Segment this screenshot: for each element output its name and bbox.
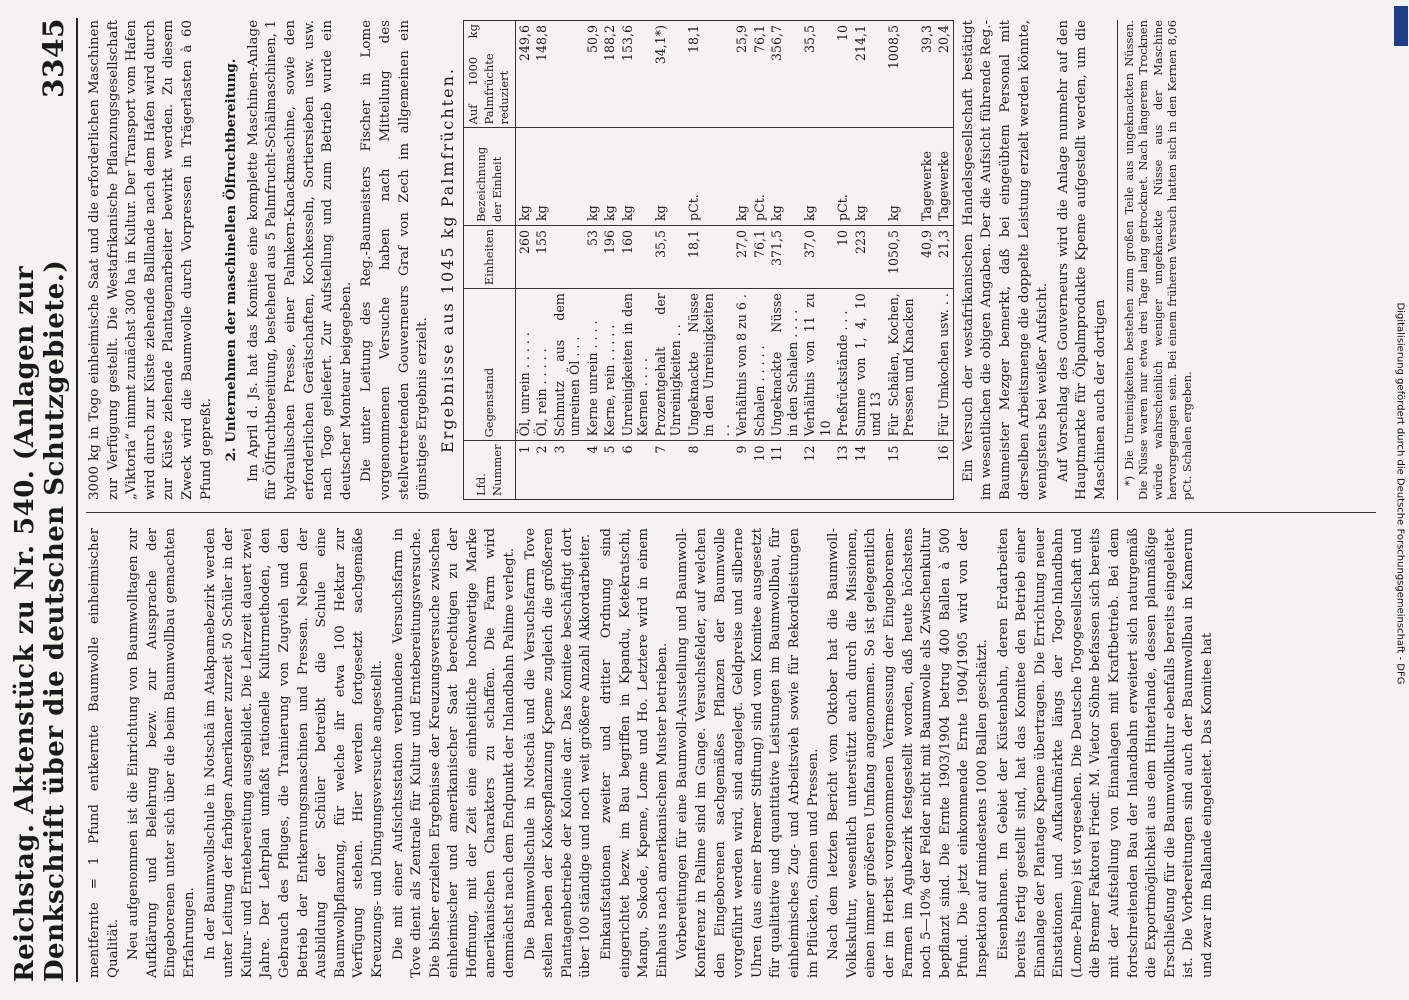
cell-no: 8	[685, 441, 734, 500]
cell-per1000: 356,7	[768, 21, 801, 128]
cell-no: 14	[852, 441, 885, 500]
cell-no: 3	[551, 441, 584, 500]
cell-no: 6	[619, 441, 652, 500]
cell-item: Ungeknackte Nüsse in den Schalen . . . .	[768, 289, 801, 441]
cell-units: 260	[515, 225, 533, 288]
cell-unit: pCt.	[685, 128, 734, 226]
page-number: 3345	[37, 18, 70, 98]
paragraph: Im April d. Js. hat das Komitee eine komplette Maschinen-Anlage für Ölfruchtbereitung, bestehend aus 5 Palmfrucht-Schälmaschinen, 1 hydraulischen Presse, einer Palmkern-Knackmaschine, sowie den erforderlichen Gerätschaften, Kochkesseln, Sortiersieben usw. usw. nach Togo geliefert. Zur Aufstellung und zum Betrieb wurde ein deutscher Monteur beigegeben.	[245, 20, 354, 500]
table-row	[685, 21, 734, 500]
table-caption: Ergebnisse aus 1045 kg Palmfrüchten.	[437, 67, 457, 453]
table-row	[801, 21, 834, 500]
cell-units: 1050,5	[885, 225, 918, 288]
header-units: Einheiten	[464, 225, 516, 288]
cell-units: 40,9	[918, 225, 936, 288]
table-row	[515, 21, 533, 500]
digitization-credit	[1395, 8, 1407, 988]
left-column	[86, 528, 1220, 978]
paragraph: Auf Vorschlag des Gouverneurs wird die Anlage nunmehr auf den Hauptmarkte für Ölpalmprodukte Kpeme aufgestellt werden, um die Maschinen auch der dortigen	[1055, 20, 1108, 500]
cell-unit	[551, 128, 584, 226]
cell-unit: kg	[619, 128, 652, 226]
cell-unit: kg	[885, 128, 918, 226]
table-body	[515, 21, 953, 500]
cell-units: 53	[584, 225, 602, 288]
cell-item: Schalen . . . . .	[751, 289, 769, 441]
cell-unit: kg	[852, 128, 885, 226]
cell-unit: pCt.	[751, 128, 769, 226]
cell-no: 16	[935, 441, 953, 500]
cell-per1000: 39,3	[918, 21, 936, 128]
paragraph: Neu aufgenommen ist die Einrichtung von Baumwolltagen zur Aufklärung und Belehrung bezw. zur Aussprache der Eingeborenen unter sich über die beim Baumwollbau gemachten Erfahrungen.	[126, 528, 197, 978]
results-table	[463, 20, 954, 500]
column-divider	[86, 512, 1376, 513]
cell-no: 7	[652, 441, 685, 500]
table-row	[551, 21, 584, 500]
cell-units: 35,5	[652, 225, 685, 288]
table-row	[584, 21, 602, 500]
page-title: Reichstag. Aktenstück zu Nr. 540. (Anlagen zur Denkschrift über die deutschen Schutzgebiete.)	[10, 259, 70, 982]
paragraph: Eisenbahnen. Im Gebiet der Küstenbahn, deren Erdarbeiten bereits fertig gestellt sind, hat das Komitee den Betrieb einer Einanlage der Plantage Kpeme übertragen. Die Errichtung neuer Einstationen und Aufkaufmärkte längs der Togo-Inlandbahn (Lome-Palime) ist vorgesehen. Die Deutsche Togogesellschaft und die Bremer Faktorei Friedr. M. Vietor Söhne befassen sich bereits mit der Aufstellung von Einanlagen mit Kraftbetrieb. Bei dem fortschreitenden Bau der Inlandbahn erweitert sich naturgemäß die Exportmöglichkeit aus dem Hinterlande, dessen planmäßige Erschließung für die Baumwollkultur ebenfalls bereits eingeleitet ist. Die Vorbereitungen sind auch der Baumwollbau in Kamerun und zwar im Ballande eingeleitet. Das Komitee hat	[995, 528, 1216, 978]
footnote	[1117, 20, 1195, 500]
cell-no: 2	[533, 441, 551, 500]
cell-per1000: 148,8	[533, 21, 551, 128]
table-row	[918, 21, 936, 500]
paragraph: Die unter Leitung des Reg.-Baumeisters Fischer in Lome vorgenommenen Versuche haben nach Mitteilung des stellvertretenden Gouverneurs Graf von Zech im allgemeinen ein günstiges Ergebnis erzielt.	[359, 20, 431, 500]
cell-per1000: 50,9	[584, 21, 602, 128]
paragraph: mentfernte = 1 Pfund entkernte Baumwolle einheimischer Qualität.	[87, 528, 121, 978]
cell-item	[918, 289, 936, 441]
table-row	[768, 21, 801, 500]
footnote-text: *) Die Unreinigkeiten bestehen zum großen Teile aus ungeknackten Nüssen. Die Nüsse waren nur etwa drei Tage lang getrocknet. Nach längerem Trocknen würde wahrscheinlich weniger ungeknackte Nüsse aus der Maschine hervorgegangen sein. Bei einem früheren Versuch hatten sich in den Kernen 8,06 pCt. Schalen ergeben.	[1121, 20, 1194, 500]
page-header	[10, 18, 78, 982]
cell-item: Für Umkochen usw. . .	[935, 289, 953, 441]
paragraph: Vorbereitungen für eine Baumwoll-Ausstellung und Baumwoll-Konferenz in Palime sind im Gange. Versuchsfelder, auf welchen den Eingeborenen sachgemäßes Pflanzen der Baumwolle vorgeführt werden wird, sind angelegt. Geldpreise und silberne Uhren (aus einer Bremer Stiftung) sind vom Komitee ausgesetzt für qualitative und quantitative Leistungen im Baumwollbau, für einheimisches Zug- und Arbeitsvieh sowie für Rekordleistungen im Pflücken, Ginnen und Pressen.	[675, 528, 821, 978]
credit-text: Digitalisierung gefördert durch die Deutsche Forschungsgemeinschaft - DFG	[1394, 302, 1406, 685]
right-column	[86, 20, 1194, 500]
cell-item: Kerne, rein . . . . .	[601, 289, 619, 441]
cell-item: Unreinigkeiten in den Kernen . . . .	[619, 289, 652, 441]
table-row	[885, 21, 918, 500]
cell-unit: kg	[652, 128, 685, 226]
cell-item: Öl, rein . . . . .	[533, 289, 551, 441]
cell-no: 12	[801, 441, 834, 500]
cell-per1000: 249,6	[515, 21, 533, 128]
cell-no	[918, 441, 936, 500]
cell-no: 15	[885, 441, 918, 500]
cell-no: 5	[601, 441, 619, 500]
cell-unit: kg	[801, 128, 834, 226]
cell-units: 37,0	[801, 225, 834, 288]
paragraph: In der Baumwollschule in Notschä im Atakpamebezirk werden unter Leitung der farbigen Amerikaner zurzeit 50 Schüler in der Kultur- und Erntebereitung ausgebildet. Die Lehrzeit dauert zwei Jahre. Der Lehrplan umfaßt rationelle Kulturmethoden, den Gebrauch des Pfluges, die Trainierung von Zugvieh und den Betrieb der Entkernungsmaschinen und Pressen. Neben der Ausbildung der Schüler betreibt die Schule eine Baumwollpflanzung, für welche ihr etwa 100 Hektar zur Verfügung stehen. Hier werden fortgesetzt sachgemäße Kreuzungs- und Düngungsversuche angestellt.	[202, 528, 385, 978]
table-row	[733, 21, 751, 500]
cell-units: 223	[852, 225, 885, 288]
cell-units: 18,1	[685, 225, 734, 288]
cell-item: Öl, unrein . . . . .	[515, 289, 533, 441]
paragraph: 3000 kg in Togo einheimische Saat und die erforderlichen Maschinen zur Verfügung gestellt. Die Westafrikanische Pflanzungsgesellschaft „Viktoria“ nimmt zunächst 300 ha in Kultur. Der Transport vom Hafen wird durch zur Küste ziehende Balllande nach dem Hafen wird durch zur Küste ziehende Plantagenarbeiter bewirkt werden. Zu diesem Zweck wird die Baumwolle durch Vorpressen in Trägerlasten à 60 Pfund gepreßt.	[87, 20, 214, 500]
cell-no: 1	[515, 441, 533, 500]
cell-units	[551, 225, 584, 288]
header-item: Gegenstand	[464, 289, 516, 441]
cell-item: Schmutz aus dem unreinen Öl . . .	[551, 289, 584, 441]
cell-per1000: 153,6	[619, 21, 652, 128]
table-row	[935, 21, 953, 500]
cell-no: 10	[751, 441, 769, 500]
cell-item: Verhältnis von 8 zu 6 .	[733, 289, 751, 441]
cell-per1000: 18,1	[685, 21, 734, 128]
cell-per1000: 35,5	[801, 21, 834, 128]
cell-per1000: 214,1	[852, 21, 885, 128]
cell-units: 76,1	[751, 225, 769, 288]
cell-per1000: 34,1*)	[652, 21, 685, 128]
table-row	[601, 21, 619, 500]
cell-item: Verhältnis von 11 zu 10	[801, 289, 834, 441]
paragraph: Die Baumwollschule in Notschä und die Versuchsfarm Tove stellen neben der Kokospflanzung Kpeme zugleich die größeren Plantagenbetriebe der Kolonie dar. Das Komitee beschäftigt dort über 100 ständige und noch weit größere Anzahl Akkordarbeiter.	[522, 528, 594, 978]
paragraph: Einkaufstationen zweiter und dritter Ordnung sind eingerichtet bezw. im Bau begriffen in Kpandu, Ketekratschi, Mangu, Sokode, Kpeme, Lome und Ho. Letztere wird in einem Einhaus nach amerikanischem Muster betrieben.	[599, 528, 670, 978]
header-no: Lfd. Nummer	[464, 441, 516, 500]
header-per1000: Auf 1000 kg Palmfrüchte reduziert	[464, 21, 516, 128]
table-row	[852, 21, 885, 500]
cell-item: Ungeknackte Nüsse in den Unreinigkeiten . .	[685, 289, 734, 441]
cell-units: 371,5	[768, 225, 801, 288]
cell-no: 4	[584, 441, 602, 500]
cell-no: 9	[733, 441, 751, 500]
table-row	[751, 21, 769, 500]
cell-item: Summe von 1, 4, 10 und 13	[852, 289, 885, 441]
cell-per1000: 25,9	[733, 21, 751, 128]
cell-unit: kg	[584, 128, 602, 226]
table-row	[619, 21, 652, 500]
cell-units: 155	[533, 225, 551, 288]
cell-units: 160	[619, 225, 652, 288]
header-unit-name: Bezeichnung der Einheit	[464, 128, 516, 226]
cell-units: 27,0	[733, 225, 751, 288]
cell-no: 11	[768, 441, 801, 500]
cell-unit: Tagewerke	[935, 128, 953, 226]
cell-no: 13	[834, 441, 852, 500]
cell-per1000: 188,2	[601, 21, 619, 128]
table-row	[652, 21, 685, 500]
table-header-row	[464, 21, 516, 500]
table-row	[834, 21, 852, 500]
paragraph: Ein Versuch der westafrikanischen Handelsgesellschaft bestätigt im wesentlichen die obigen Angaben. Der die Aufsicht führende Reg.-Baumeister Mezger bemerkt, daß bei eingeübtem Personal mit derselben Arbeitsmenge die doppelte Leistung erzielt werden könnte, wenigstens bei weißer Aufsicht.	[960, 20, 1051, 500]
cell-per1000: 20,4	[935, 21, 953, 128]
paragraph: Die mit einer Aufsichtsstation verbundene Versuchsfarm in Tove dient als Zentrale für Kultur und Erntebereitungsversuche. Die bisher erzielten Ergebnisse der Kreuzungsversuche zwischen einheimischer und amerikanischer Saat berechtigen zu der Hoffnung, mit der Zeit eine einheitliche hochwertige Marke amerikanischen Charakters zu schaffen. Die Farm wird demnächst nach dem Endpunkt der Inlandbahn Palime verlegt.	[390, 528, 518, 978]
cell-units: 196	[601, 225, 619, 288]
cell-units: 21,3	[935, 225, 953, 288]
cell-unit: kg	[601, 128, 619, 226]
paragraph: Nach dem letzten Bericht vom Oktober hat die Baumwoll-Volkskultur, wesentlich unterstützt auch durch die Missionen, einen immer größeren Umfang angenommen. So ist gelegentlich der im Herbst vorgenommenen Vermessung der Eingeborenen-Farmen im Agubezirk festgestellt worden, daß heute höchstens noch 5—10% der Felder nicht mit Baumwolle als Zwischenkultur bepflanzt sind. Die Ernte 1903/1904 betrug 400 Ballen à 500 Pfund. Die jetzt einkommende Ernte 1904/1905 wird von der Inspektion auf mindestens 1000 Ballen geschätzt.	[826, 528, 990, 978]
cell-unit: kg	[533, 128, 551, 226]
cell-per1000	[551, 21, 584, 128]
table-row	[533, 21, 551, 500]
cell-per1000: 10	[834, 21, 852, 128]
cell-unit: Tagewerke	[918, 128, 936, 226]
cell-unit: kg	[515, 128, 533, 226]
cell-item: Kerne unrein . . . .	[584, 289, 602, 441]
cell-unit: pCt.	[834, 128, 852, 226]
cell-item: Preßrückstände . . .	[834, 289, 852, 441]
cell-unit: kg	[768, 128, 801, 226]
cell-units: 10	[834, 225, 852, 288]
cell-item: Prozentgehalt der Unreinigkeiten . .	[652, 289, 685, 441]
cell-unit: kg	[733, 128, 751, 226]
cell-per1000: 1008,5	[885, 21, 918, 128]
cell-item: Für Schälen, Kochen, Pressen und Knacken	[885, 289, 918, 441]
section-heading: 2. Unternehmen der maschinellen Ölfruchtbereitung.	[223, 58, 240, 462]
cell-per1000: 76,1	[751, 21, 769, 128]
